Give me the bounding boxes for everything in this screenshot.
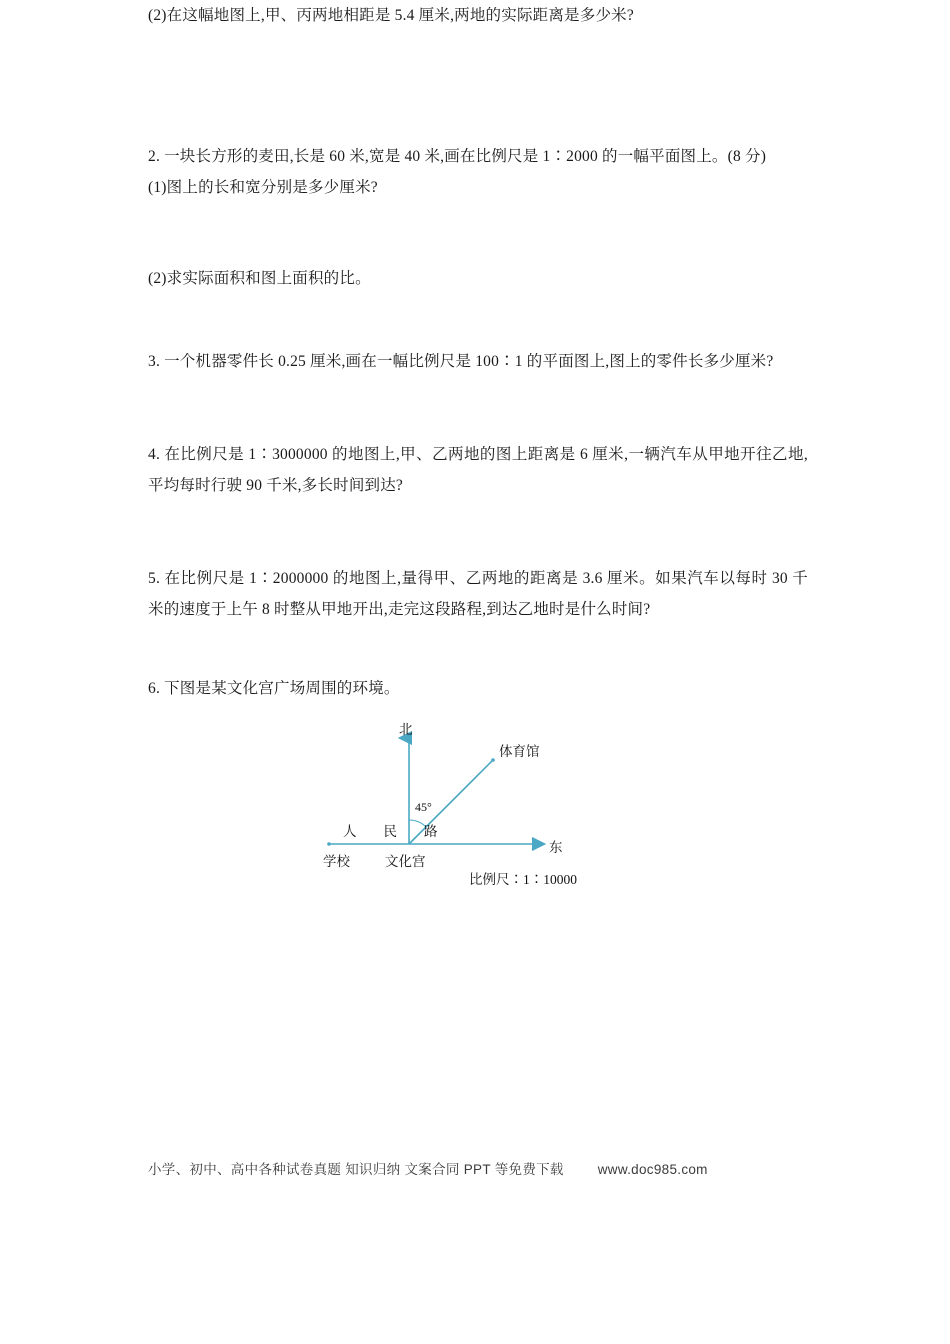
gym-point: [491, 758, 495, 762]
answer-space-1-2: [148, 31, 808, 141]
answer-space-3: [148, 377, 808, 439]
answer-space-5: [148, 625, 808, 673]
question-2-text: 2. 一块长方形的麦田,长是 60 米,宽是 40 米,画在比例尺是 1∶2000 的一幅平面图上。(8 分): [148, 148, 767, 165]
question-6: [148, 673, 808, 704]
question-2-sub-2-row: [148, 263, 808, 294]
label-culture-palace: 文化宫: [385, 854, 426, 869]
label-east: 东: [549, 840, 563, 855]
label-scale: 比例尺∶1∶10000: [469, 872, 577, 887]
question-4-text: 4. 在比例尺是 1∶3000000 的地图上,甲、乙两地的图上距离是 6 厘米,一辆汽车从甲地开往乙地, 平均每时行驶 90 千米,多长时间到达?: [148, 446, 808, 494]
label-road: 人 民 路: [343, 824, 438, 839]
footer-url[interactable]: www.doc985.com: [597, 1162, 708, 1177]
question-1-2: [148, 0, 808, 31]
label-gym: 体育馆: [499, 744, 540, 759]
question-2-sub-2: (2)求实际面积和图上面积的比。: [148, 270, 371, 287]
question-6-text: 6. 下图是某文化宫广场周围的环境。: [148, 680, 400, 697]
answer-space-2-2: [148, 294, 808, 346]
question-1-2-text: (2)在这幅地图上,甲、丙两地相距是 5.4 厘米,两地的实际距离是多少米?: [148, 7, 634, 24]
figure-wrapper: [148, 716, 808, 886]
page-footer: [148, 1158, 848, 1178]
question-4: [148, 439, 808, 501]
question-5-text: 5. 在比例尺是 1∶2000000 的地图上,量得甲、乙两地的距离是 3.6 厘米。如果汽车以每时 30 千米的速度于上午 8 时整从甲地开出,走完这段路程,到达乙地时是什么时间?: [148, 570, 808, 618]
question-5: [148, 563, 808, 625]
answer-space-4: [148, 501, 808, 563]
answer-space-2-1: [148, 203, 808, 263]
question-2-sub-1: (1)图上的长和宽分别是多少厘米?: [148, 179, 378, 196]
question-3: [148, 346, 808, 377]
footer-text: 小学、初中、高中各种试卷真题 知识归纳 文案合同 PPT 等免费下载: [148, 1162, 564, 1177]
label-north: 北: [399, 722, 413, 737]
label-school: 学校: [323, 854, 350, 869]
question-2: [148, 141, 808, 203]
question-3-text: 3. 一个机器零件长 0.25 厘米,画在一幅比例尺是 100∶1 的平面图上,图上的零件长多少厘米?: [148, 353, 774, 370]
school-point: [327, 842, 331, 846]
diagram-svg: [323, 716, 653, 886]
culture-palace-diagram: [323, 716, 653, 886]
document-body: [148, 0, 808, 886]
label-angle: 45°: [415, 800, 432, 814]
